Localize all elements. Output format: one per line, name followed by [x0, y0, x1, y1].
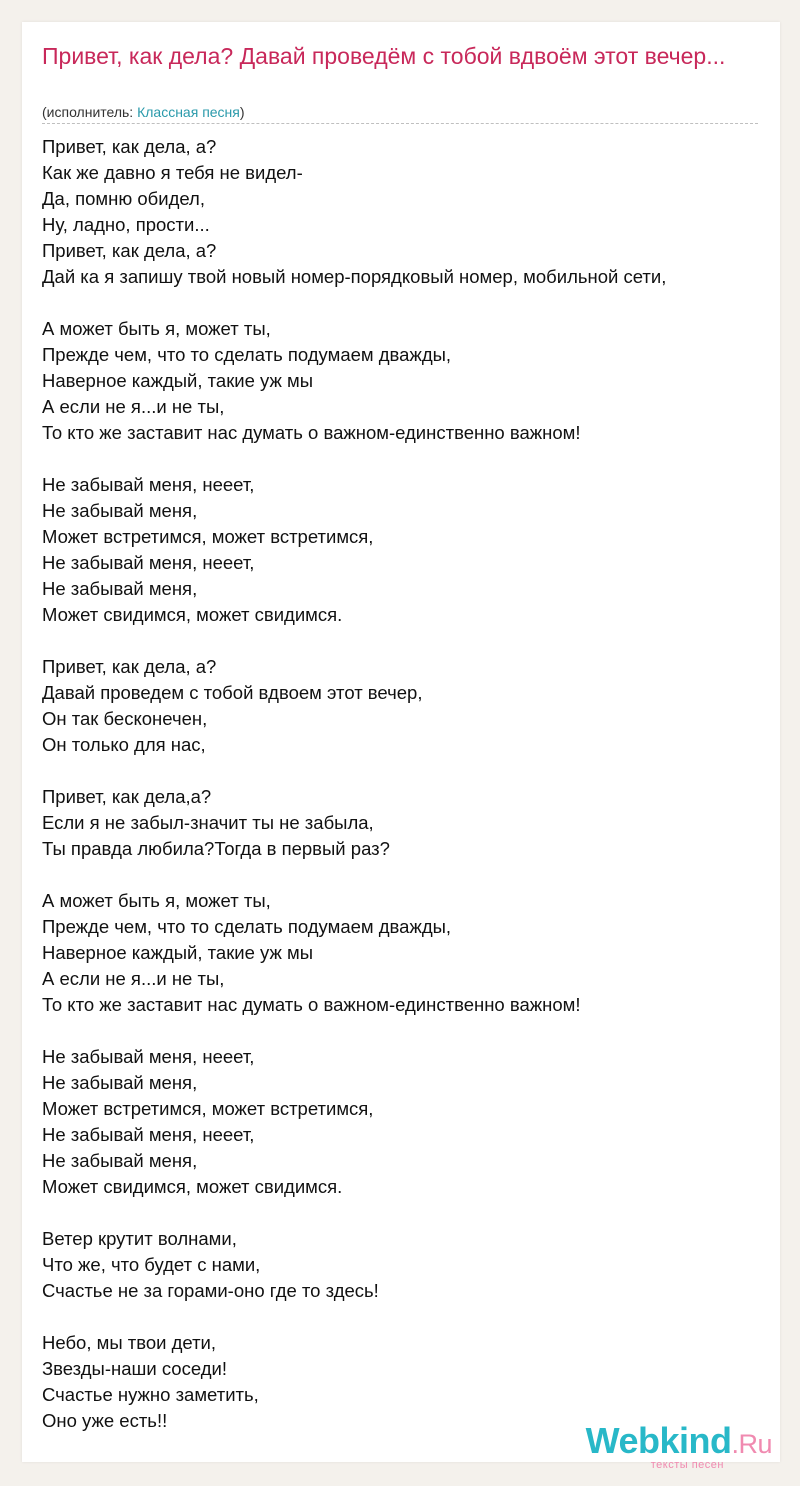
lyrics-line: Дай ка я запишу твой новый номер-порядковый номер, мобильной сети,	[42, 266, 667, 287]
lyrics-line: Счастье нужно заметить,	[42, 1384, 259, 1405]
title-divider	[42, 123, 758, 124]
lyrics-line: Не забывай меня,	[42, 1072, 198, 1093]
lyrics-stanza	[42, 1330, 758, 1434]
lyrics-line: Прежде чем, что то сделать подумаем дважды,	[42, 916, 452, 937]
lyrics-line: Ветер крутит волнами,	[42, 1228, 237, 1249]
lyrics-line: Ну, ладно, прости...	[42, 214, 210, 235]
lyrics-line: Может встретимся, может встретимся,	[42, 526, 374, 547]
logo-tagline: тексты песен	[650, 1459, 724, 1471]
lyrics-line: Наверное каждый, такие уж мы	[42, 370, 314, 391]
lyrics-line: Не забывай меня, нееет,	[42, 1124, 255, 1145]
lyrics-line: А если не я...и не ты,	[42, 396, 225, 417]
lyrics-stanza	[42, 134, 758, 290]
lyrics-line: Не забывай меня, нееет,	[42, 1046, 255, 1067]
lyrics-line: Не забывай меня,	[42, 1150, 198, 1171]
song-title: Привет, как дела? Давай проведём с тобой вдвоём этот вечер...	[42, 43, 726, 69]
lyrics-line: Если я не забыл-значит ты не забыла,	[42, 812, 374, 833]
lyrics-line: Может встретимся, может встретимся,	[42, 1098, 374, 1119]
lyrics-line: То кто же заставит нас думать о важном-единственно важном!	[42, 994, 581, 1015]
artist-link[interactable]: Классная песня	[137, 104, 240, 120]
lyrics-line: Оно уже есть!!	[42, 1410, 168, 1431]
lyrics-line: Привет, как дела, а?	[42, 136, 217, 157]
lyrics-line: Не забывай меня, нееет,	[42, 552, 255, 573]
lyrics-line: Счастье не за горами-оно где то здесь!	[42, 1280, 379, 1301]
lyrics-line: То кто же заставит нас думать о важном-единственно важном!	[42, 422, 581, 443]
lyrics-line: Давай проведем с тобой вдвоем этот вечер,	[42, 682, 423, 703]
lyrics-stanza	[42, 316, 758, 446]
artist-line	[42, 103, 245, 121]
lyrics-line: Может свидимся, может свидимся.	[42, 604, 343, 625]
lyrics-line: Он только для нас,	[42, 734, 206, 755]
lyrics-stanza	[42, 1044, 758, 1200]
lyrics-line: Привет, как дела,а?	[42, 786, 212, 807]
lyrics-line: Может свидимся, может свидимся.	[42, 1176, 343, 1197]
lyrics-line: Да, помню обидел,	[42, 188, 205, 209]
song-page	[22, 22, 780, 1471]
lyrics-line: Он так бесконечен,	[42, 708, 208, 729]
lyrics-stanza	[42, 1226, 758, 1304]
lyrics-line: Что же, что будет с нами,	[42, 1254, 261, 1275]
site-logo[interactable]	[585, 1420, 772, 1471]
lyrics-line: А если не я...и не ты,	[42, 968, 225, 989]
lyrics-stanza	[42, 888, 758, 1018]
lyrics-stanza	[42, 784, 758, 862]
lyrics-stanza	[42, 654, 758, 758]
lyrics-body	[42, 134, 758, 1460]
lyrics-stanza	[42, 472, 758, 628]
lyrics-line: Звезды-наши соседи!	[42, 1358, 227, 1379]
lyrics-line: А может быть я, может ты,	[42, 318, 271, 339]
lyrics-line: Как же давно я тебя не видел-	[42, 162, 303, 183]
artist-prefix: (исполнитель:	[42, 104, 134, 120]
lyrics-line: Привет, как дела, а?	[42, 240, 217, 261]
artist-suffix: )	[239, 104, 245, 120]
lyrics-line: Небо, мы твои дети,	[42, 1332, 217, 1353]
lyrics-line: А может быть я, может ты,	[42, 890, 271, 911]
lyrics-line: Не забывай меня,	[42, 500, 198, 521]
lyrics-line: Прежде чем, что то сделать подумаем дважды,	[42, 344, 452, 365]
lyrics-line: Привет, как дела, а?	[42, 656, 217, 677]
lyrics-line: Наверное каждый, такие уж мы	[42, 942, 314, 963]
lyrics-line: Ты правда любила?Тогда в первый раз?	[42, 838, 390, 859]
lyrics-line: Не забывай меня,	[42, 578, 198, 599]
logo-wordmark: Webkind.Ru	[585, 1420, 772, 1461]
lyrics-line: Не забывай меня, нееет,	[42, 474, 255, 495]
